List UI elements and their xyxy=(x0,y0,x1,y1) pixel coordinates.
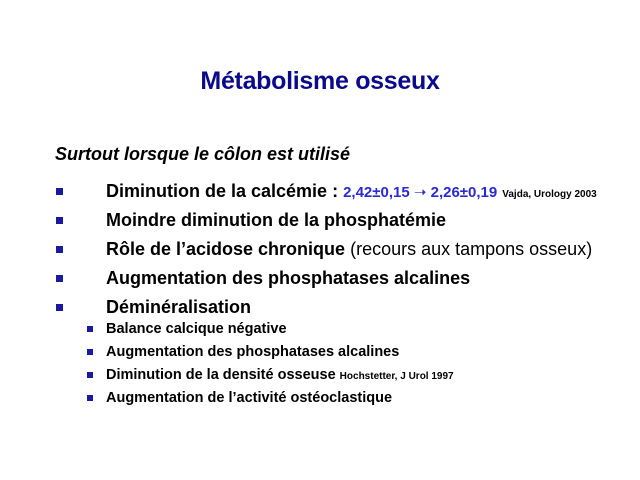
square-bullet-icon xyxy=(56,275,63,282)
calcemie-values: 2,42±0,15 ➝ 2,26±0,19 xyxy=(343,184,498,201)
reference-citation: Hochstetter, J Urol 1997 xyxy=(339,371,454,382)
square-bullet-icon xyxy=(56,217,63,224)
sub-bullet-text-wrap xyxy=(106,364,454,388)
bullet-detail: (recours aux tampons osseux) xyxy=(350,239,593,259)
square-bullet-icon xyxy=(87,372,93,378)
sub-bullet-text: Augmentation de l’activité ostéoclastique xyxy=(106,390,393,406)
square-bullet-icon xyxy=(56,304,63,311)
square-bullet-icon xyxy=(87,395,93,401)
bullet-heading: Rôle de l’acidose chronique xyxy=(106,239,346,259)
sub-bullet-text: Diminution de la densité osseuse xyxy=(106,367,336,383)
bullet-heading: Diminution de la calcémie : xyxy=(106,181,339,201)
sub-bullet-text: Augmentation des phosphatases alcalines xyxy=(106,344,400,360)
bullet-text xyxy=(106,177,597,209)
square-bullet-icon xyxy=(87,326,93,332)
bullet-text xyxy=(106,235,592,264)
bullet-heading: Augmentation des phosphatases alcalines xyxy=(106,268,471,288)
square-bullet-icon xyxy=(56,246,63,253)
bullet-text xyxy=(106,264,470,293)
slide-subtitle: Surtout lorsque le côlon est utilisé xyxy=(55,144,351,164)
sub-bullet-text: Balance calcique négative xyxy=(106,321,287,337)
reference-citation: Vajda, Urology 2003 xyxy=(502,189,597,200)
bullet-heading: Moindre diminution de la phosphatémie xyxy=(106,210,447,230)
square-bullet-icon xyxy=(87,349,93,355)
bullet-text xyxy=(106,206,446,235)
square-bullet-icon xyxy=(56,188,63,195)
slide-title: Métabolisme osseux xyxy=(200,67,440,95)
bullet-heading: Déminéralisation xyxy=(106,297,252,317)
